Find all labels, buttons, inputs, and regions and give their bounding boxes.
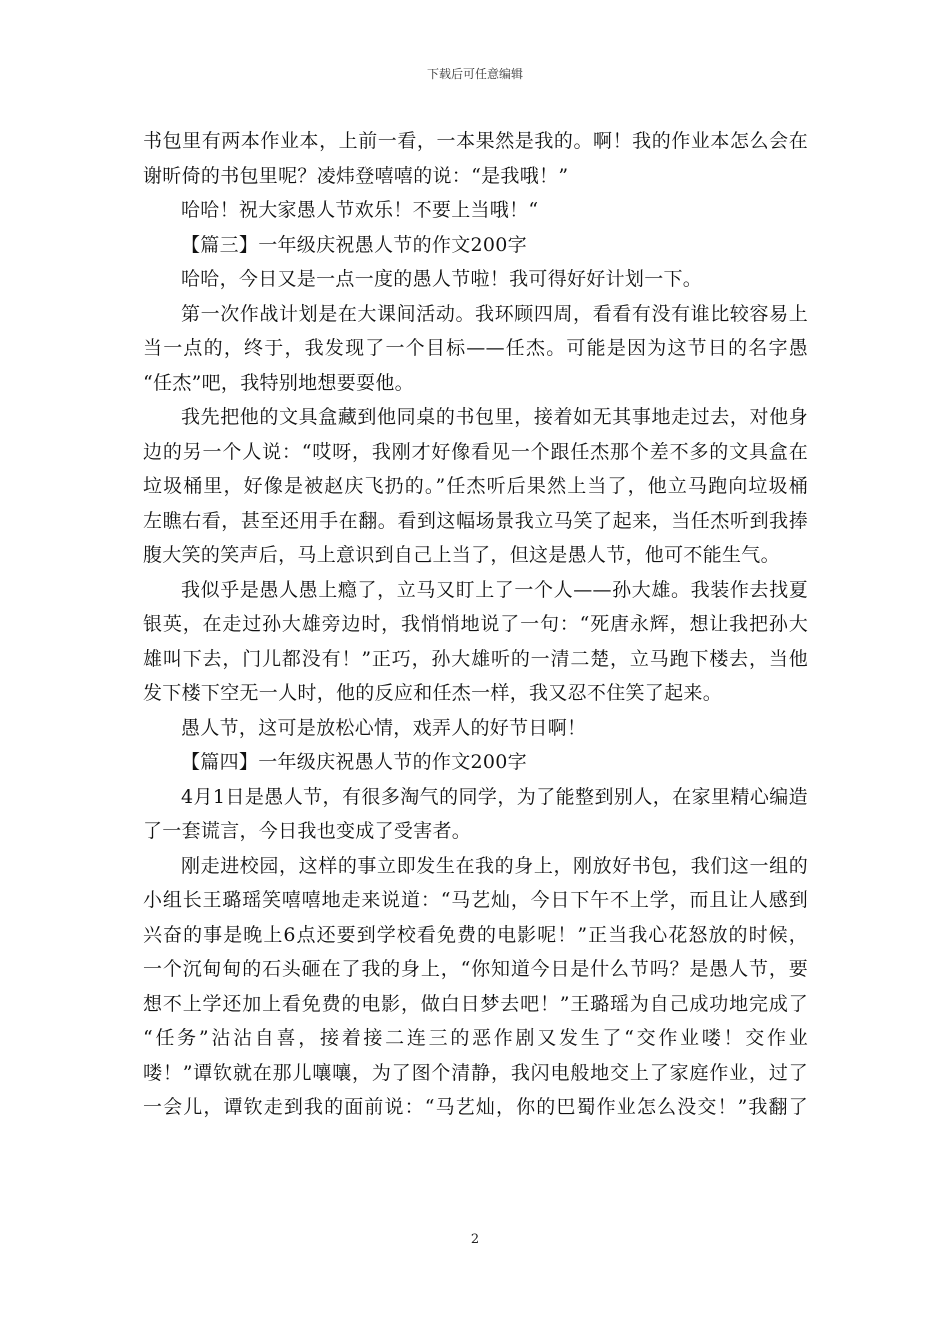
text-line: 书包里有两本作业本，上前一看，一本果然是我的。啊！我的作业本怎么会在 xyxy=(143,130,808,152)
text-line: “任杰”吧，我特别地想要耍他。 xyxy=(143,371,414,394)
text-line: 哈哈！祝大家愚人节欢乐！不要上当哦！“ xyxy=(181,199,539,221)
text-line: “任务”沾沾自喜，接着接二连三的恶作剧又发生了“交作业喽！交作业 xyxy=(143,1027,808,1049)
text-line: 小组长王璐瑶笑嘻嘻地走来说道：“马艺灿，今日下午不上学，而且让人感到 xyxy=(143,889,808,911)
text-line: 愚人节，这可是放松心情，戏弄人的好节日啊！ xyxy=(181,716,587,739)
text-line: 垃圾桶里，好像是被赵庆飞扔的。”任杰听后果然上当了，他立马跑向垃圾桶 xyxy=(143,475,808,497)
text-line: 腹大笑的笑声后，马上意识到自己上当了，但这是愚人节，他可不能生气。 xyxy=(143,544,780,566)
text-line: 兴奋的事是晚上6点还要到学校看免费的电影呢！”正当我心花怒放的时候， xyxy=(143,923,808,946)
page-header: 下载后可任意编辑 xyxy=(426,67,523,81)
text-line: 发下楼下空无一人时，他的反应和任杰一样，我又忍不住笑了起来。 xyxy=(143,682,723,704)
text-line: 我先把他的文具盒藏到他同桌的书包里，接着如无其事地走过去，对他身 xyxy=(181,406,808,428)
page-number: 2 xyxy=(470,1232,480,1247)
text-line: 银英，在走过孙大雄旁边时，我悄悄地说了一句：“死唐永辉，想让我把孙大 xyxy=(143,613,808,635)
text-line: 雄叫下去，门儿都没有！”正巧，孙大雄听的一清二楚，立马跑下楼去，当他 xyxy=(143,647,808,670)
text-line: 喽！”谭钦就在那儿嚷嚷，为了图个清静，我闪电般地交上了家庭作业，过了 xyxy=(143,1061,808,1084)
text-line: 了一套谎言，今日我也变成了受害者。 xyxy=(143,820,472,842)
document-body xyxy=(143,124,808,1125)
text-line: 刚走进校园，这样的事立即发生在我的身上，刚放好书包，我们这一组的 xyxy=(181,854,808,877)
text-line: 4月1日是愚人节，有很多淘气的同学，为了能整到别人，在家里精心编造 xyxy=(181,785,808,808)
text-line: 第一次作战计划是在大课间活动。我环顾四周，看看有没有谁比较容易上 xyxy=(181,302,808,325)
text-line: 左瞧右看，甚至还用手在翻。看到这幅场景我立马笑了起来，当任杰听到我捧 xyxy=(143,509,808,532)
text-line: 一个沉甸甸的石头砸在了我的身上，“你知道今日是什么节吗？是愚人节，要 xyxy=(143,958,808,980)
text-line: 我似乎是愚人愚上瘾了，立马又盯上了一个人——孙大雄。我装作去找夏 xyxy=(181,578,808,601)
text-line: 想不上学还加上看免费的电影，做白日梦去吧！”王璐瑶为自己成功地完成了 xyxy=(143,992,808,1015)
text-line: 边的另一个人说：“哎呀，我刚才好像看见一个跟任杰那个差不多的文具盒在 xyxy=(143,440,808,463)
section-heading: 【篇四】一年级庆祝愚人节的作文200字 xyxy=(181,751,527,773)
text-line: 当一点的，终于，我发现了一个目标——任杰。可能是因为这节日的名字愚 xyxy=(143,337,808,359)
text-line: 哈哈，今日又是一点一度的愚人节啦！我可得好好计划一下。 xyxy=(181,268,703,290)
section-heading: 【篇三】一年级庆祝愚人节的作文200字 xyxy=(181,233,527,256)
text-line: 一会儿，谭钦走到我的面前说：“马艺灿，你的巴蜀作业怎么没交！”我翻了 xyxy=(143,1096,808,1118)
text-line: 谢昕倚的书包里呢？凌炜登嘻嘻的说：“是我哦！” xyxy=(143,164,569,187)
